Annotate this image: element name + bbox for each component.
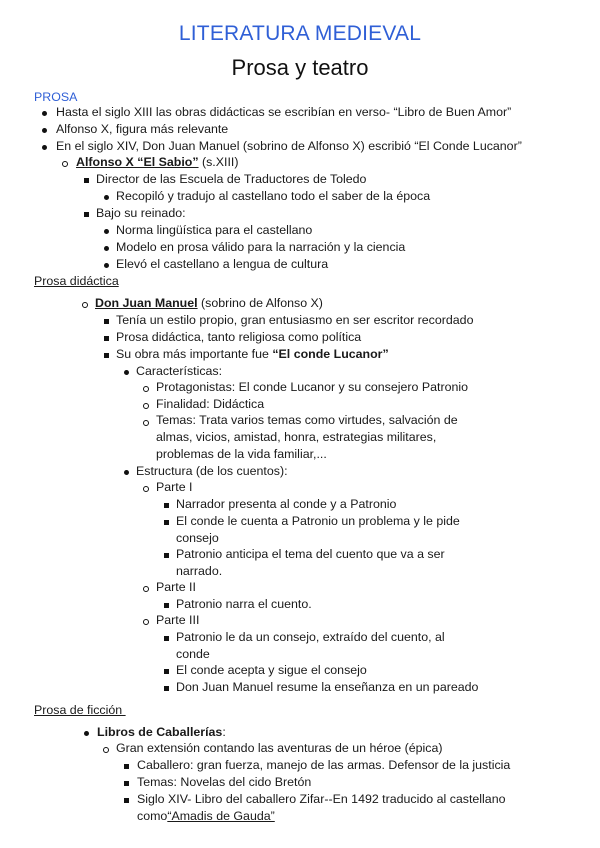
bullet-dot — [42, 111, 47, 116]
bullet-dot — [42, 145, 47, 150]
bullet-circle — [143, 420, 149, 426]
bullet-dot — [124, 370, 129, 375]
ficcion-temas: Temas: Novelas del cido Bretón — [137, 775, 312, 789]
section-heading-didactica: Prosa didáctica — [34, 274, 119, 288]
document-title: LITERATURA MEDIEVAL — [178, 22, 422, 45]
bullet-square — [104, 336, 109, 341]
parte-2-item-a: Patronio narra el cuento. — [176, 597, 312, 611]
djm-suffix: (sobrino de Alfonso X) — [197, 296, 323, 310]
djm-obra — [116, 346, 389, 363]
parte-3-label: Parte III — [156, 613, 200, 627]
djm-obra-title: “El conde Lucanor” — [272, 347, 389, 361]
bullet-square — [84, 212, 89, 217]
parte-3-item-b: El conde acepta y sigue el consejo — [176, 663, 367, 677]
djm-obra-prefix: Su obra más importante fue — [116, 347, 273, 361]
bullet-square — [164, 503, 169, 508]
bullet-dot — [42, 128, 47, 133]
bullet-square — [164, 636, 169, 641]
libros-heading — [97, 724, 226, 741]
bullet-square — [164, 669, 169, 674]
ficcion-como-prefix: como — [137, 809, 168, 823]
parte-3-item-a1: Patronio le da un consejo, extraído del cuento, al — [176, 630, 445, 644]
ficcion-siglo: Siglo XIV- Libro del caballero Zifar--En 1492 traducido al castellano — [137, 792, 506, 806]
bullet-circle — [82, 302, 88, 308]
prosa-item-2: Alfonso X, figura más relevante — [56, 122, 229, 136]
bullet-circle — [143, 486, 149, 492]
ficcion-caballero: Caballero: gran fuerza, manejo de las armas. Defensor de la justicia — [137, 758, 511, 772]
parte-3-item-c: Don Juan Manuel resume la enseñanza en un pareado — [176, 680, 479, 694]
section-heading-ficcion: Prosa de ficción — [34, 703, 126, 717]
parte-1-item-c1: Patronio anticipa el tema del cuento que va a ser — [176, 547, 445, 561]
bullet-square — [164, 603, 169, 608]
parte-1-label: Parte I — [156, 480, 193, 494]
libros-colon: : — [222, 725, 226, 739]
alfonso-suffix: (s.XIII) — [198, 155, 239, 169]
parte-1-item-b1: El conde le cuenta a Patronio un problema y le pide — [176, 514, 460, 528]
alfonso-director: Director de las Escuela de Traductores de Toledo — [96, 172, 367, 186]
alfonso-reinado: Bajo su reinado: — [96, 206, 186, 220]
section-heading-prosa: PROSA — [34, 90, 78, 104]
bullet-square — [164, 686, 169, 691]
bullet-circle — [143, 619, 149, 625]
document-subtitle: Prosa y teatro — [231, 55, 369, 80]
bullet-dot — [104, 229, 109, 234]
bullet-square — [104, 353, 109, 358]
alfonso-norma: Norma lingüística para el castellano — [116, 223, 313, 237]
bullet-circle — [143, 586, 149, 592]
ficcion-como — [137, 808, 275, 825]
parte-3-item-a2: conde — [176, 647, 210, 661]
amadis-title: “Amadis de Gauda” — [167, 809, 275, 823]
bullet-square — [104, 319, 109, 324]
djm-heading — [95, 295, 323, 312]
bullet-circle — [143, 386, 149, 392]
djm-prosa: Prosa didáctica, tanto religiosa como política — [116, 330, 362, 344]
prosa-item-1: Hasta el siglo XIII las obras didácticas se escribían en verso- “Libro de Buen Amor” — [56, 105, 512, 119]
djm-temas-3: problemas de la vida familiar,... — [156, 447, 327, 461]
djm-temas-1: Temas: Trata varios temas como virtudes, salvación de — [156, 413, 458, 427]
alfonso-heading — [76, 154, 238, 171]
parte-1-item-a: Narrador presenta al conde y a Patronio — [176, 497, 397, 511]
bullet-square — [164, 553, 169, 558]
bullet-square — [84, 178, 89, 183]
alfonso-recopilo: Recopiló y tradujo al castellano todo el saber de la época — [116, 189, 431, 203]
bullet-dot — [124, 470, 129, 475]
bullet-circle — [143, 403, 149, 409]
djm-temas-2: almas, vicios, amistad, honra, estrategias militares, — [156, 430, 437, 444]
bullet-dot — [104, 246, 109, 251]
bullet-dot — [104, 263, 109, 268]
bullet-circle — [103, 747, 109, 753]
bullet-circle — [62, 161, 68, 167]
djm-title: Don Juan Manuel — [95, 296, 198, 310]
bullet-square — [164, 520, 169, 525]
parte-2-label: Parte II — [156, 580, 196, 594]
prosa-item-3: En el siglo XIV, Don Juan Manuel (sobrino de Alfonso X) escribió “El Conde Lucanor” — [56, 139, 522, 153]
ficcion-extension: Gran extensión contando las aventuras de un héroe (épica) — [116, 741, 443, 755]
djm-estructura: Estructura (de los cuentos): — [136, 464, 288, 478]
bullet-square — [124, 798, 129, 803]
alfonso-title: Alfonso X “El Sabio” — [76, 155, 199, 169]
djm-protagonistas: Protagonistas: El conde Lucanor y su consejero Patronio — [156, 380, 469, 394]
djm-finalidad: Finalidad: Didáctica — [156, 397, 265, 411]
bullet-dot — [84, 731, 89, 736]
alfonso-elevo: Elevó el castellano a lengua de cultura — [116, 257, 329, 271]
bullet-square — [124, 781, 129, 786]
parte-1-item-c2: narrado. — [176, 564, 223, 578]
bullet-dot — [104, 195, 109, 200]
alfonso-modelo: Modelo en prosa válido para la narración y la ciencia — [116, 240, 406, 254]
djm-estilo: Tenía un estilo propio, gran entusiasmo en ser escritor recordado — [116, 313, 474, 327]
djm-caracteristicas: Características: — [136, 364, 223, 378]
bullet-square — [124, 764, 129, 769]
libros-title: Libros de Caballerías — [97, 725, 223, 739]
parte-1-item-b2: consejo — [176, 531, 219, 545]
